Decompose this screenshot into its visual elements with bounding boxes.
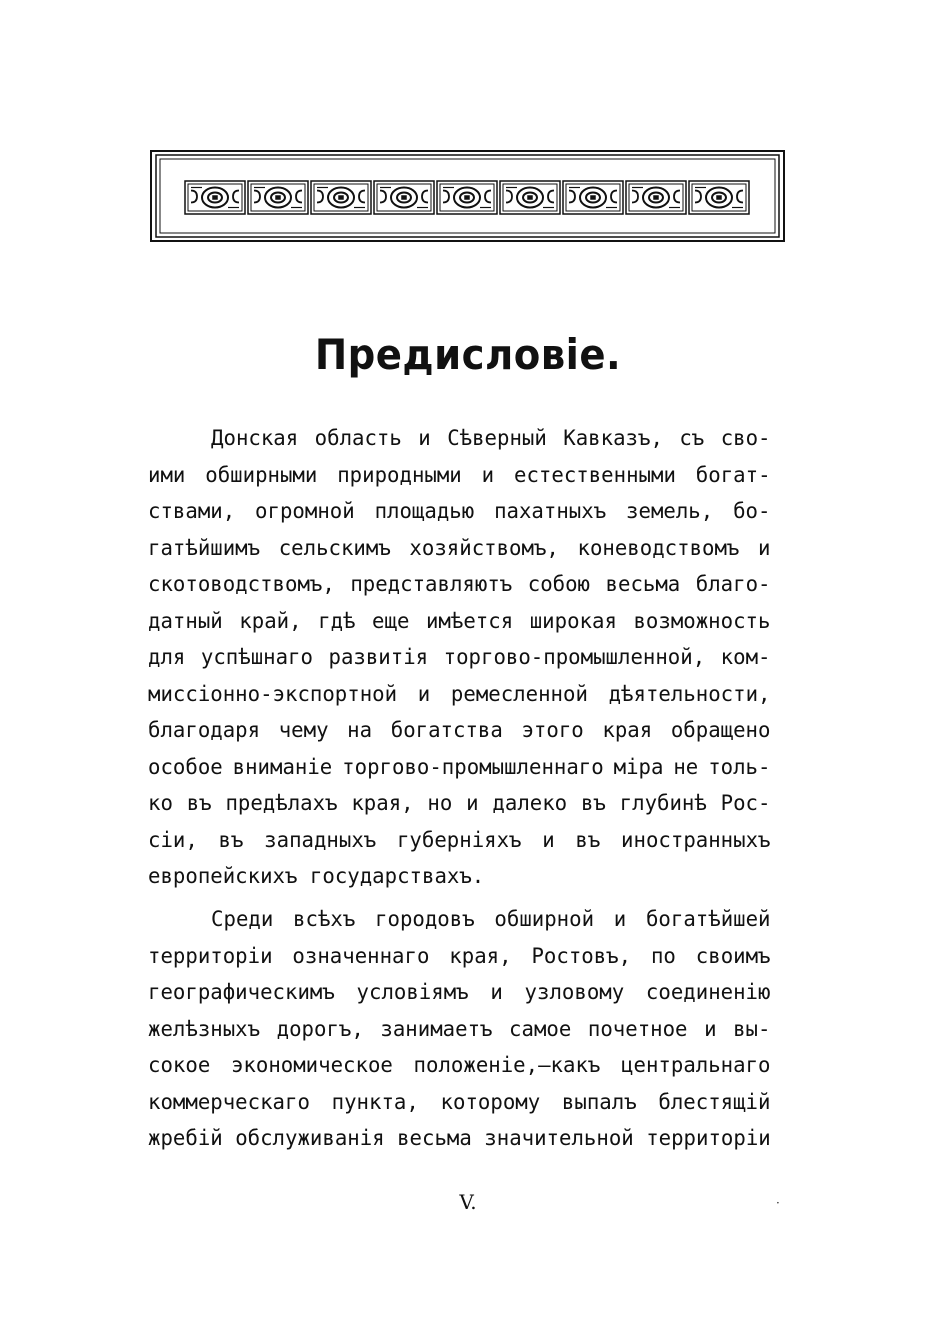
ornament-shape	[591, 196, 596, 200]
text-line	[148, 603, 771, 640]
word: и	[466, 791, 479, 815]
print-speck: ·	[776, 1196, 780, 1210]
word: хозяйствомъ,	[409, 535, 559, 560]
word: губерніяхъ	[396, 827, 522, 852]
word: центральнаго	[621, 1053, 771, 1077]
word: пахатныхъ	[494, 499, 607, 523]
decorative-header-border	[150, 150, 785, 242]
word: еще	[372, 608, 410, 633]
text-line	[148, 420, 771, 457]
word: края,	[449, 943, 512, 968]
word: датный	[148, 608, 223, 633]
word: особое	[148, 754, 223, 779]
text-line	[148, 858, 771, 895]
text-line	[148, 1011, 771, 1048]
word: дорогъ,	[276, 1016, 364, 1041]
text-line	[148, 1120, 771, 1157]
ornament-shape	[339, 196, 344, 200]
word: благо-	[695, 572, 771, 596]
word: огромной	[255, 499, 355, 523]
word: природными	[337, 462, 462, 487]
word: въ	[186, 791, 212, 815]
ornament-shape	[506, 191, 512, 203]
word: вниманіе	[232, 754, 333, 779]
text-line	[148, 639, 771, 676]
word: западныхъ	[264, 827, 377, 852]
ornament-shape	[359, 191, 365, 203]
word: представляютъ	[350, 572, 513, 596]
text-line	[148, 676, 771, 713]
word: и	[490, 980, 503, 1004]
text-line	[148, 785, 771, 822]
word: блестящій	[658, 1089, 771, 1114]
word: Ростовъ,	[531, 943, 632, 968]
word: почетное	[587, 1016, 688, 1041]
word: ко	[148, 791, 173, 815]
word: въ	[218, 827, 244, 852]
word: и	[758, 535, 771, 560]
word: жребій	[148, 1126, 236, 1150]
word: глубинѣ	[619, 791, 707, 815]
word: края	[602, 718, 653, 742]
word: занимаетъ	[380, 1016, 493, 1041]
word: земель,	[626, 499, 714, 523]
ornament-shape	[611, 191, 617, 203]
word: весьма	[397, 1126, 485, 1150]
word: этого	[521, 718, 584, 742]
word: территоріи	[646, 1126, 771, 1150]
word: территоріи	[148, 943, 273, 968]
ornament-shape	[317, 191, 323, 203]
ornament-tiles	[185, 181, 749, 214]
word: обширной	[494, 907, 595, 931]
word: географическимъ	[148, 980, 335, 1004]
word: городовъ	[375, 907, 475, 931]
word: возможность	[633, 608, 771, 633]
ornament-shape	[717, 196, 722, 200]
ornament-shape	[654, 196, 659, 200]
text-line	[148, 493, 771, 530]
word: и	[481, 462, 495, 487]
word: бо-	[733, 499, 771, 523]
ornament-shape	[380, 191, 386, 203]
word: область	[314, 426, 402, 450]
word: развитія	[328, 645, 429, 669]
word: торгово-промышленнаго	[342, 754, 604, 779]
word: богатства	[390, 718, 503, 742]
ornament-shape	[548, 191, 554, 203]
word: Среди	[211, 907, 274, 931]
page-title: Предисловіе.	[314, 330, 622, 379]
word: узловому	[524, 980, 625, 1004]
text-line	[148, 938, 771, 975]
word: и	[417, 681, 431, 706]
word: ими	[148, 462, 186, 487]
ornament-shape	[695, 191, 701, 203]
text-line	[148, 822, 771, 859]
word: экономическое	[230, 1053, 393, 1077]
word: которому	[440, 1089, 541, 1114]
ornament-shape	[485, 191, 491, 203]
word: въ	[575, 827, 601, 852]
word: всѣхъ	[293, 907, 356, 931]
word: благодаря	[148, 718, 261, 742]
word: сіи,	[148, 827, 198, 852]
word: для	[148, 645, 186, 669]
word: дѣятельности,	[608, 681, 771, 706]
word: желѣзныхъ	[148, 1016, 261, 1041]
word: самое	[509, 1016, 572, 1041]
word: богат-	[695, 462, 771, 487]
paragraph-2	[148, 901, 771, 1157]
word: сокое	[148, 1053, 211, 1077]
word: миссіонно-экспортной	[148, 681, 398, 706]
ornament-shape	[674, 191, 680, 203]
word: и	[613, 907, 627, 931]
text-line	[148, 530, 771, 567]
word: Кавказъ,	[563, 426, 663, 450]
word: коневодствомъ	[577, 535, 740, 560]
ornament-shape	[402, 196, 407, 200]
text-line	[148, 1047, 771, 1084]
word: означеннаго	[292, 943, 430, 968]
word: въ	[580, 791, 606, 815]
word: и	[418, 426, 431, 450]
word: сво-	[720, 426, 771, 450]
ornament-shape	[528, 196, 533, 200]
word: своимъ	[695, 943, 771, 968]
word: коммерческаго	[148, 1089, 310, 1114]
word: и	[542, 827, 555, 852]
text-line	[148, 901, 771, 938]
text-line	[148, 566, 771, 603]
word: толь-	[708, 754, 771, 779]
word: иностранныхъ	[621, 827, 771, 852]
word: условіямъ	[356, 980, 469, 1004]
word: гдѣ	[318, 608, 356, 633]
word: положеніе,—какъ	[413, 1053, 601, 1077]
word: имѣется	[425, 608, 514, 633]
word: обширными	[205, 462, 318, 487]
word: съ	[679, 426, 705, 450]
ornament-shape	[254, 191, 260, 203]
word: края,	[351, 791, 414, 815]
page-number: V.	[459, 1190, 477, 1214]
ornament-shape	[737, 191, 743, 203]
text-line	[148, 974, 771, 1011]
word: выпалъ	[561, 1089, 637, 1114]
word: предѣлахъ	[225, 791, 338, 815]
ornament-shape	[276, 196, 281, 200]
word: міра	[613, 754, 664, 779]
word: Сѣверный	[447, 426, 547, 450]
word: весьма	[605, 572, 681, 596]
word: собою	[527, 572, 591, 596]
word: европейскихъ	[148, 864, 310, 888]
ornament-shape	[296, 191, 302, 203]
word: скотоводствомъ,	[148, 572, 335, 596]
word: гатѣйшимъ	[148, 535, 261, 560]
text-line	[148, 712, 771, 749]
word: пункта,	[331, 1089, 419, 1114]
word: богатѣйшей	[645, 907, 771, 931]
text-line	[148, 1084, 771, 1121]
word: далеко	[492, 791, 568, 815]
word: чему	[278, 718, 329, 742]
ornament-shape	[213, 196, 218, 200]
word: Рос-	[720, 791, 771, 815]
word: и	[704, 1016, 717, 1041]
ornament-shape	[191, 191, 197, 203]
word: соединенію	[645, 980, 771, 1004]
word: естественными	[514, 462, 676, 487]
word: на	[347, 718, 373, 742]
word: площадью	[374, 499, 475, 523]
text-line	[148, 749, 771, 786]
word: вы-	[733, 1016, 771, 1041]
word: но	[427, 791, 453, 815]
word: ствами,	[148, 499, 236, 523]
word: государствахъ.	[309, 864, 485, 888]
word: значительной	[484, 1126, 647, 1150]
word: широкая	[529, 608, 617, 633]
word: край,	[239, 608, 302, 633]
word: по	[650, 943, 676, 968]
word: торгово-промышленной,	[443, 645, 706, 669]
paragraph-1	[148, 420, 771, 895]
ornament-shape	[465, 196, 470, 200]
word: успѣшнаго	[200, 645, 313, 669]
word: обращено	[670, 718, 771, 742]
word: обслуживанія	[235, 1126, 398, 1150]
word: сельскимъ	[278, 535, 391, 560]
ornament-shape	[569, 191, 575, 203]
text-line	[148, 457, 771, 494]
ornament-shape	[632, 191, 638, 203]
word: ком-	[720, 645, 771, 669]
ornament-shape	[422, 191, 428, 203]
ornament-shape	[233, 191, 239, 203]
ornament-shape	[443, 191, 449, 203]
word: ремесленной	[450, 681, 588, 706]
word: Донская	[211, 426, 299, 450]
word: не	[673, 754, 699, 779]
